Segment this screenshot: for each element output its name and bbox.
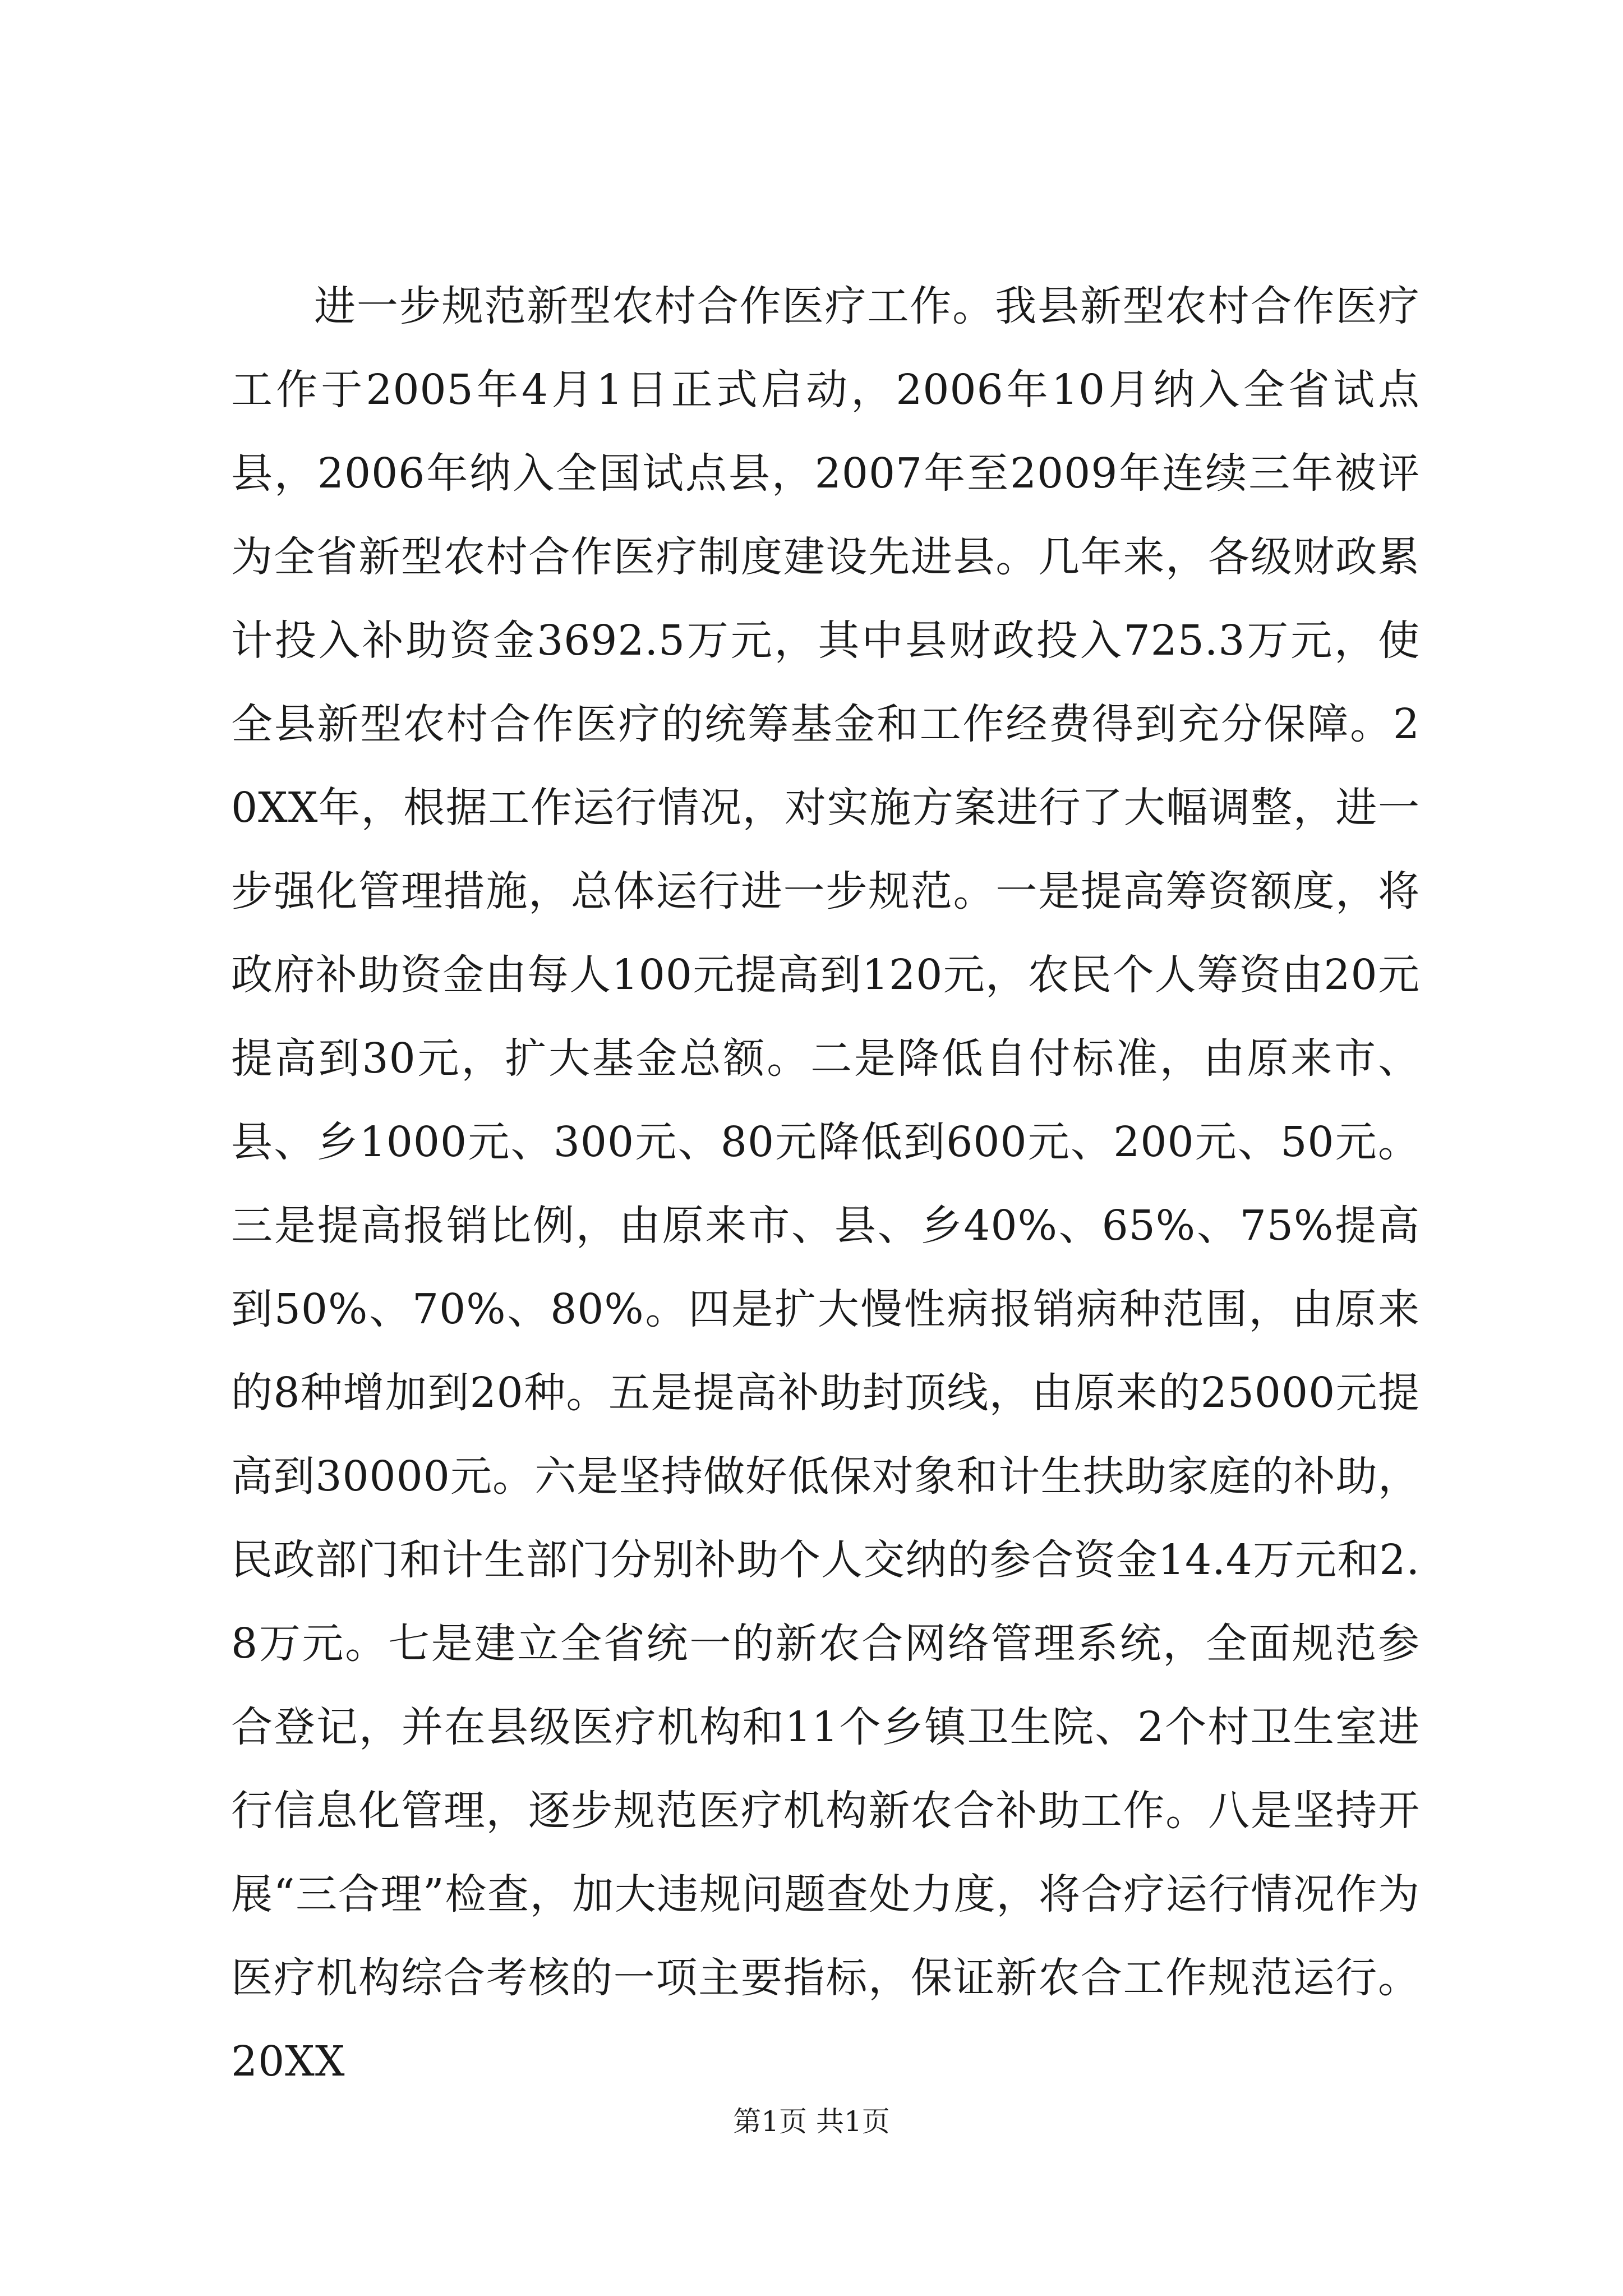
- page-footer: 第1页 共1页: [733, 2105, 890, 2138]
- body-paragraph: 进一步规范新型农村合作医疗工作。我县新型农村合作医疗工作于2005年4月1日正式启动，2006年10月纳入全省试点县，2006年纳入全国试点县，2007年至2009年连续三年被评为全省新型农村合作医疗制度建设先进县。几年来，各级财政累计投入补助资金3692.5万元，其中县财政投入725.3万元，使全县新型农村合作医疗的统筹基金和工作经费得到充分保障。20XX年，根据工作运行情况，对实施方案进行了大幅调整，进一步强化管理措施，总体运行进一步规范。一是提高筹资额度，将政府补助资金由每人100元提高到120元，农民个人筹资由20元提高到30元，扩大基金总额。二是降低自付标准，由原来市、县、乡1000元、300元、80元降低到600元、200元、50元。三是提高报销比例，由原来市、县、乡40%、65%、75%提高到50%、70%、80%。四是扩大慢性病报销病种范围，由原来的8种增加到20种。五是提高补助封顶线，由原来的25000元提高到30000元。六是坚持做好低保对象和计生扶助家庭的补助，民政部门和计生部门分别补助个人交纳的参合资金14.4万元和2.8万元。七是建立全省统一的新农合网络管理系统，全面规范参合登记，并在县级医疗机构和11个乡镇卫生院、2个村卫生室进行信息化管理，逐步规范医疗机构新农合补助工作。八是坚持开展“三合理”检查，加大违规问题查处力度，将合疗运行情况作为医疗机构综合考核的一项主要指标，保证新农合工作规范运行。20XX: [231, 282, 1420, 2086]
